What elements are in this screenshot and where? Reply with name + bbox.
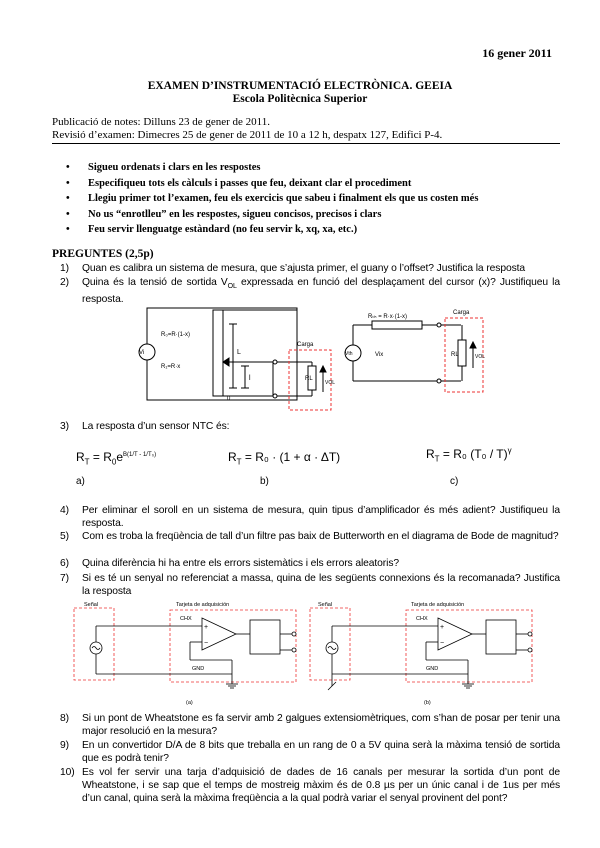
question-number: 1) bbox=[60, 263, 69, 274]
svg-text:+: + bbox=[440, 624, 445, 631]
title-line-1: EXAMEN D’INSTRUMENTACIÓ ELECTRÒNICA. GEEIA bbox=[147, 80, 453, 92]
rl-label-1: RL bbox=[305, 376, 313, 382]
formula-a: $R_T = R_0e^{B(1/T - 1/T_0)}$ bbox=[76, 450, 157, 467]
questions-heading: PREGUNTES (2,5p) bbox=[52, 248, 154, 260]
question-7 bbox=[60, 572, 560, 598]
question-5 bbox=[60, 530, 560, 556]
svg-text:−: − bbox=[440, 640, 445, 647]
exam-title bbox=[0, 80, 600, 106]
vix-label: Vix bbox=[375, 352, 384, 358]
formula-b: $R_T = R_0 \cdot (1 + \alpha \cdot \Delta T)$ bbox=[228, 450, 341, 467]
chx-label-a: CHX bbox=[180, 616, 192, 622]
question-number: 6) bbox=[60, 558, 69, 569]
publication-info bbox=[52, 116, 562, 142]
potentiometer-resistor bbox=[213, 310, 223, 396]
gnd-label-b: GND bbox=[426, 666, 439, 672]
question-text: Quina és la tensió de sortida $V_{OL}$ expressada en funció del desplaçament del cursor (x)? Justifiqueu la resposta. bbox=[82, 277, 560, 306]
tarjeta-label-b: Tarjeta de adquisición bbox=[411, 602, 465, 608]
question-number: 10) bbox=[60, 767, 75, 778]
chx-label-b: CHX bbox=[416, 616, 428, 622]
question-1 bbox=[60, 262, 560, 275]
question-text: Si un pont de Wheatstone es fa servir amb 2 galgues extensiomètriques, com s’han de posar per tenir una major resolució en la mesura? bbox=[82, 713, 560, 737]
question-number: 3) bbox=[60, 421, 69, 432]
vi-label: Vi bbox=[139, 350, 145, 356]
carga-label-2: Carga bbox=[453, 310, 470, 316]
review-info: Revisió d’examen: Dimecres 25 de gener de 2011 de 10 a 12 h, despatx 127, Edifici P-4. bbox=[52, 129, 443, 141]
formula-c: $R_T = R_0$ (T₀ / T)$^\gamma$ bbox=[426, 446, 512, 464]
question-3 bbox=[60, 420, 560, 433]
question-8 bbox=[60, 712, 560, 738]
question-text: Quina diferència hi ha entre els errors sistemàtics i els errors aleatoris? bbox=[82, 558, 399, 569]
instruction-item: • No us “enrotlleu” en les respostes, sigueu concisos, precisos i clars bbox=[66, 207, 478, 223]
rth-label: Rₜₕ = R·x·(1-x) bbox=[368, 314, 408, 320]
question-4 bbox=[60, 504, 560, 530]
question-text: En un convertidor D/A de 8 bits que treballa en un rang de 0 a 5V quina serà la màxima tensió de sortida que es podrà tenir? bbox=[82, 740, 560, 764]
r0-label: R₀=R·(1-x) bbox=[161, 332, 190, 338]
instruction-item: • Feu servir llenguatge estàndard (no feu servir k, xq, xa, etc.) bbox=[66, 222, 478, 238]
question-number: 2) bbox=[60, 277, 69, 288]
daq-connection-figure bbox=[66, 598, 566, 706]
svg-text:−: − bbox=[204, 640, 209, 647]
label-c: c) bbox=[450, 476, 459, 487]
cursor-arrow bbox=[223, 358, 229, 366]
label-b: b) bbox=[260, 476, 269, 487]
carga-label-1: Carga bbox=[297, 342, 314, 348]
instructions-list bbox=[66, 160, 478, 238]
question-number: 5) bbox=[60, 531, 69, 542]
exam-date: 16 gener 2011 bbox=[482, 46, 552, 60]
question-6 bbox=[60, 557, 560, 570]
question-9 bbox=[60, 739, 560, 765]
question-text: Quan es calibra un sistema de mesura, que s’ajusta primer, el guany o l’offset? Justifica la resposta bbox=[82, 263, 526, 274]
publication-date: Publicació de notes: Dilluns 23 de gener de 2011. bbox=[52, 116, 271, 128]
question-text: Com es troba la freqüència de tall d’un filtre pas baix de Butterworth en el diagrama de Bode de magnitud? bbox=[82, 531, 559, 542]
question-number: 9) bbox=[60, 740, 69, 751]
question-text: Es vol fer servir una tarja d’adquisició de dades de 16 canals per mesurar la sortida d’un pont de Wheatstone, i se sap que el temps de mostreig màxim és de 0.8 µs per un únic canal i de 1us per més d’un canal, quina serà la màxima freqüència a la qual podrà variar el senyal provinent del pont? bbox=[82, 767, 560, 804]
question-10 bbox=[60, 766, 560, 822]
L-label: L bbox=[237, 349, 241, 356]
vol-label-2: VOL bbox=[475, 354, 486, 360]
senal-label-a: Señal bbox=[84, 602, 99, 608]
caption-a: (a) bbox=[186, 700, 193, 706]
question-number: 4) bbox=[60, 505, 69, 516]
question-number: 7) bbox=[60, 573, 69, 584]
svg-text:+: + bbox=[204, 624, 209, 631]
divider bbox=[52, 143, 560, 144]
vol-label-1: VOL bbox=[325, 380, 336, 386]
rl-label-2: RL bbox=[451, 352, 459, 358]
question-number: 8) bbox=[60, 713, 69, 724]
question-text: La resposta d’un sensor NTC és: bbox=[82, 421, 230, 432]
gnd-label-a: GND bbox=[192, 666, 205, 672]
vth-label: Vth bbox=[345, 351, 353, 357]
instruction-item: • Especifiqueu tots els càlculs i passes que feu, deixant clar el procediment bbox=[66, 176, 478, 192]
potentiometer-circuit-figure bbox=[125, 296, 505, 414]
caption-b: (b) bbox=[424, 700, 431, 706]
title-line-2: Escola Politècnica Superior bbox=[232, 93, 368, 105]
l-label: l bbox=[249, 375, 251, 382]
zero-label: 0 bbox=[227, 396, 231, 402]
tarjeta-label-a: Tarjeta de adquisición bbox=[176, 602, 230, 608]
question-text: Si es té un senyal no referenciat a massa, quina de les següents connexions és la recomanada? Justifica la resposta bbox=[82, 573, 560, 597]
question-text: Per eliminar el soroll en un sistema de mesura, quin tipus d’amplificador és més adient? Justifiqueu la resposta. bbox=[82, 505, 560, 529]
instruction-item: • Sigueu ordenats i clars en les respostes bbox=[66, 160, 478, 176]
label-a: a) bbox=[76, 476, 85, 487]
instruction-item: • Llegiu primer tot l’examen, feu els exercicis que sabeu i finalment els que us costen més bbox=[66, 191, 478, 207]
senal-label-b: Señal bbox=[318, 602, 333, 608]
r1-label: R₁=R·x bbox=[161, 364, 181, 370]
